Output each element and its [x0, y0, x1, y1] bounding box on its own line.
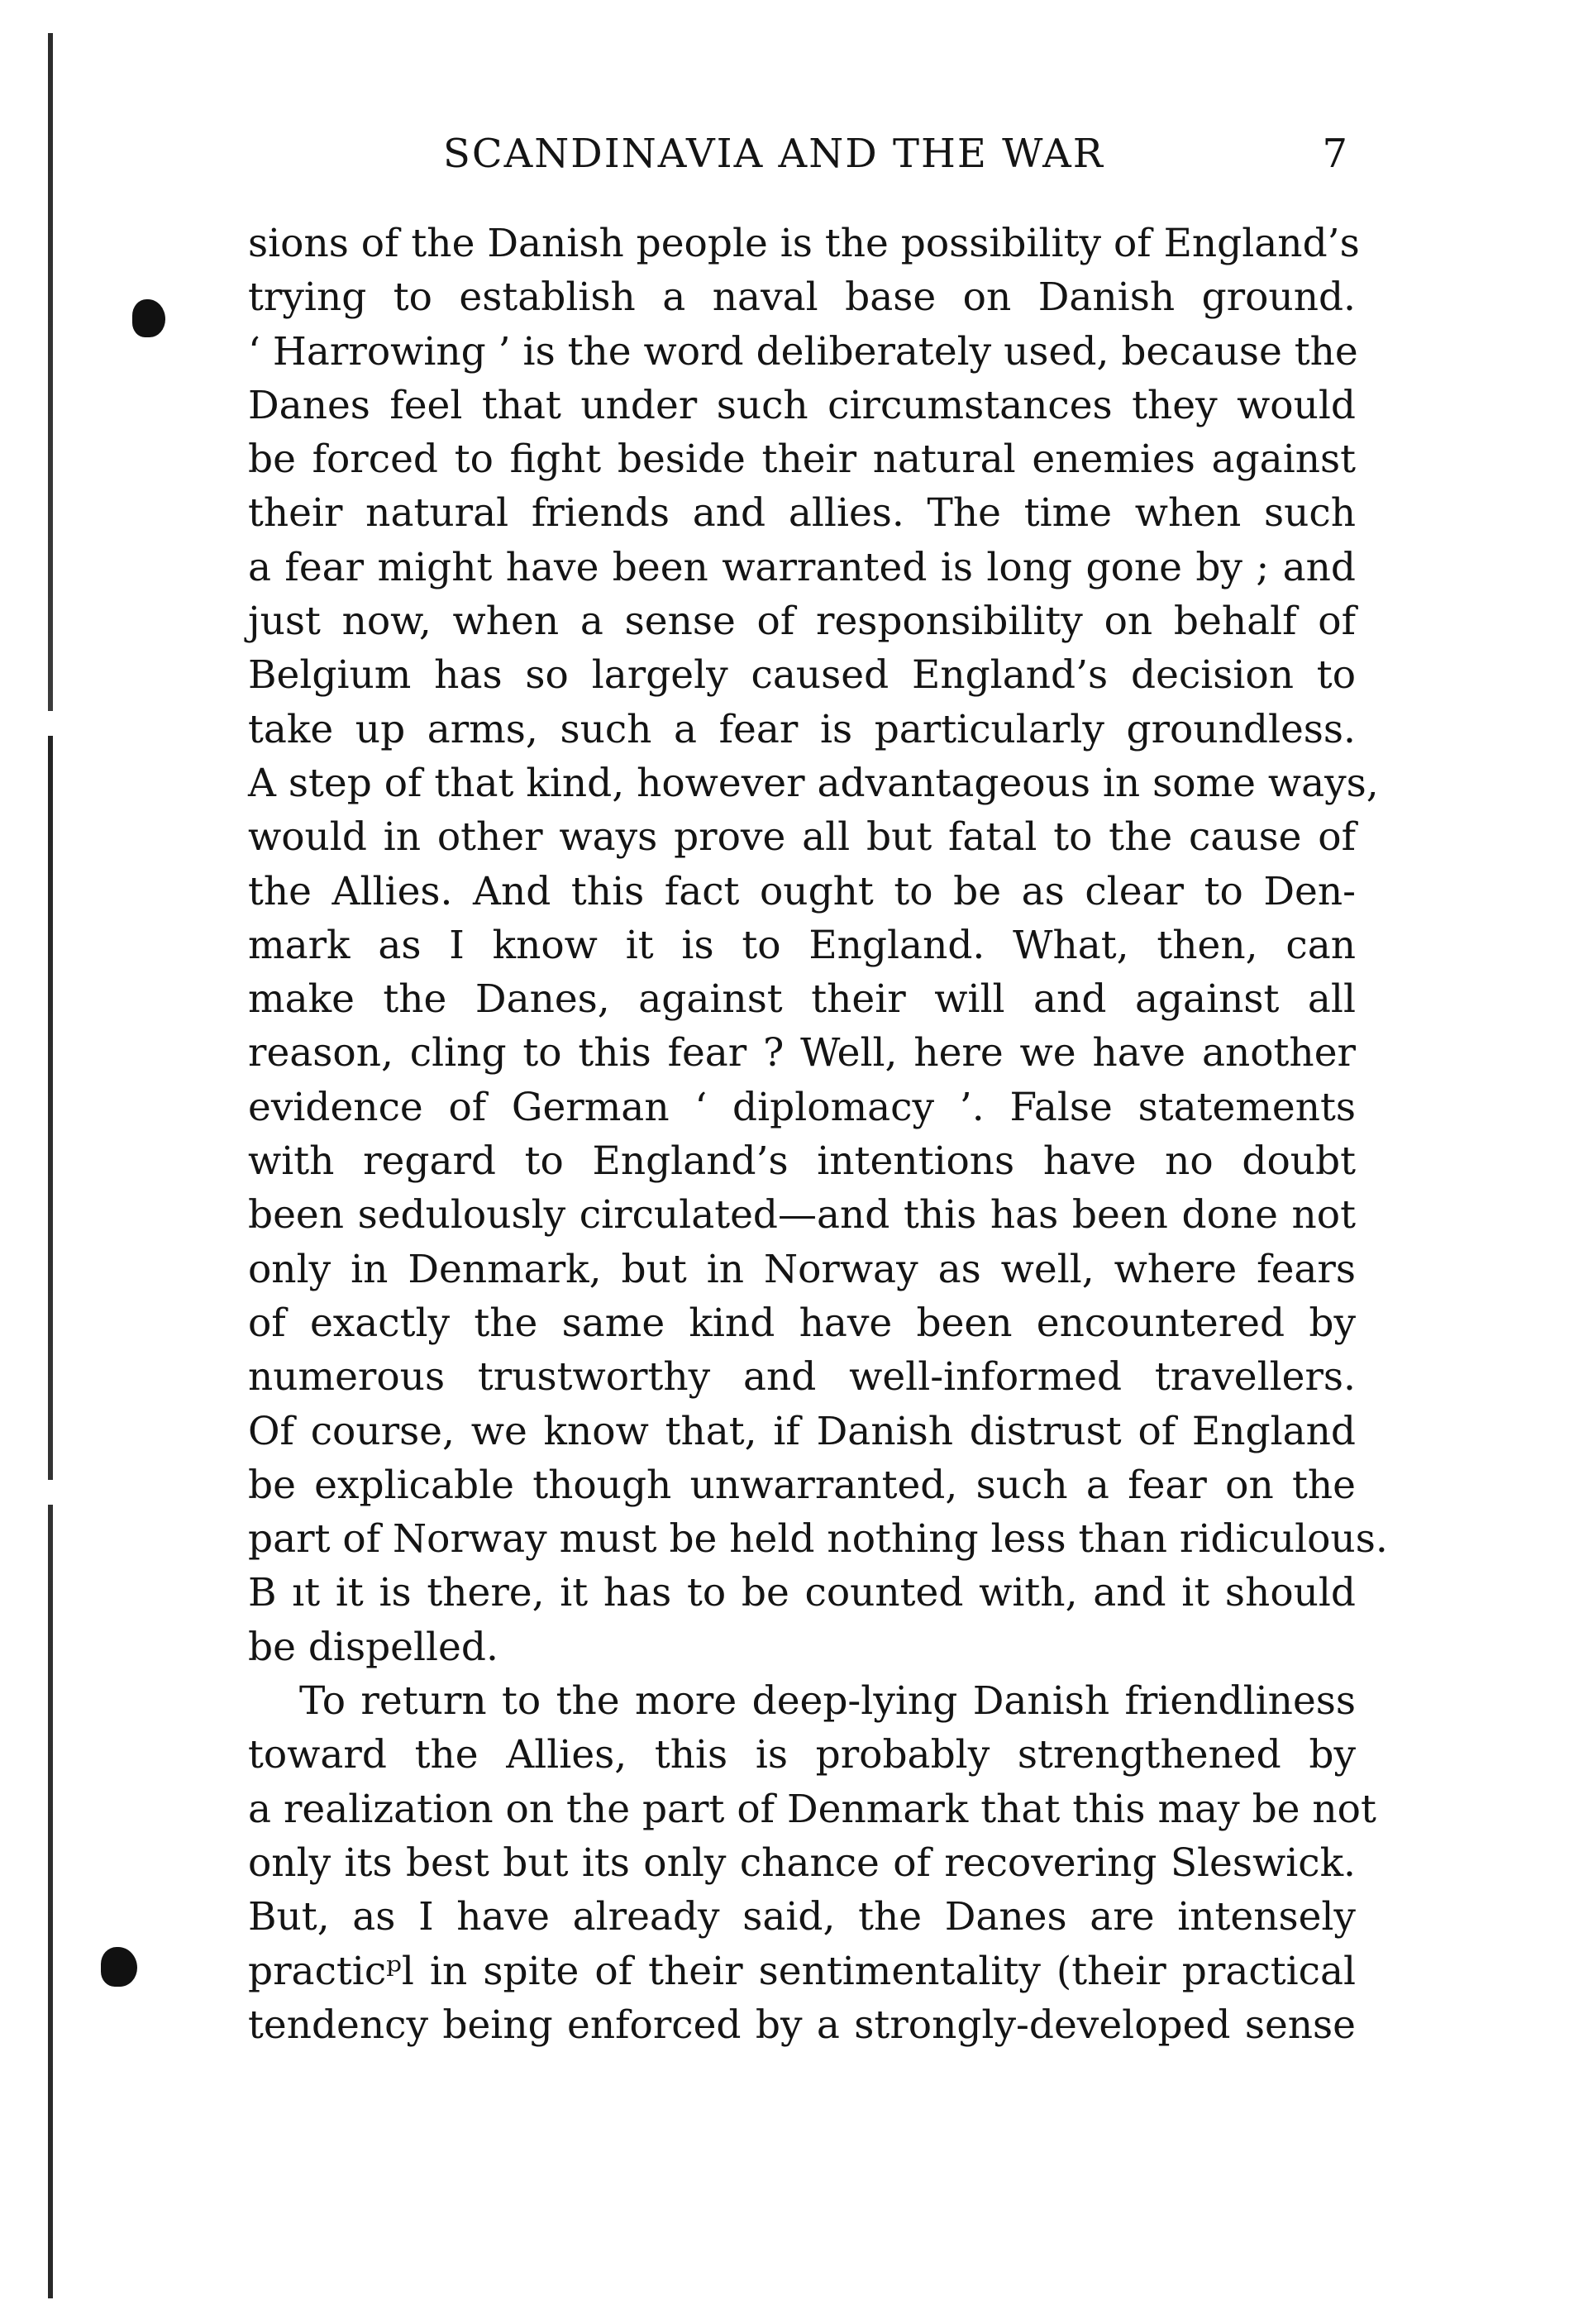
text-line: tendency being enforced by a strongly-developed sense [248, 2002, 1356, 2048]
text-line: only its best but its only chance of recovering Sleswick. [248, 1840, 1356, 1886]
text-line: part of Norway must be held nothing less than ridiculous. [248, 1516, 1388, 1563]
text-line: practicᵖl in spite of their sentimentality (their practical [248, 1948, 1356, 1994]
text-line: just now, when a sense of responsibility on behalf of [248, 599, 1356, 645]
text-line: evidence of German ‘ diplomacy ’. False statements [248, 1084, 1356, 1130]
text-line: numerous trustworthy and well-informed travellers. [248, 1354, 1356, 1401]
text-line: reason, cling to this fear ? Well, here we have another [248, 1030, 1356, 1076]
text-line: with regard to England’s intentions have no doubt [248, 1138, 1356, 1185]
text-line: mark as I know it is to England. What, then, can [248, 922, 1356, 968]
binding-edge [48, 33, 53, 2298]
running-header [248, 131, 1347, 188]
text-line: be explicable though unwarranted, such a fear on the [248, 1462, 1356, 1508]
body-text [248, 217, 1388, 2052]
text-line: But, as I have already said, the Danes are intensely [248, 1894, 1356, 1940]
ink-blot-mark [132, 299, 165, 337]
text-line: trying to establish a naval base on Danish ground. [248, 274, 1356, 321]
text-line: Danes feel that under such circumstances they would [248, 382, 1356, 428]
text-line: the Allies. And this fact ought to be as clear to Den- [248, 868, 1356, 914]
text-line: Belgium has so largely caused England’s decision to [248, 652, 1356, 699]
text-line: a fear might have been warranted is long gone by ; and [248, 544, 1356, 590]
ink-blot-mark [101, 1947, 137, 1987]
text-line: of exactly the same kind have been encountered by [248, 1300, 1356, 1346]
text-line: make the Danes, against their will and against all [248, 976, 1356, 1023]
text-line: be dispelled. [248, 1624, 498, 1670]
text-line: been sedulously circulated—and this has been done not [248, 1192, 1356, 1238]
text-line: ‘ Harrowing ’ is the word deliberately used, because the [248, 328, 1358, 375]
text-line: would in other ways prove all but fatal to the cause of [248, 814, 1356, 861]
text-line: only in Denmark, but in Norway as well, where fears [248, 1246, 1356, 1292]
running-title: SCANDINAVIA AND THE WAR [443, 131, 1104, 177]
text-line: Of course, we know that, if Danish distrust of England [248, 1408, 1356, 1454]
text-line: To return to the more deep-lying Danish friendliness [299, 1678, 1356, 1725]
text-line: take up arms, such a fear is particularly groundless. [248, 706, 1356, 752]
text-line: sions of the Danish people is the possibility of England’s [248, 221, 1360, 266]
text-line: their natural friends and allies. The time when such [248, 490, 1356, 537]
text-line: A step of that kind, however advantageous in some ways, [248, 760, 1379, 806]
text-line: toward the Allies, this is probably strengthened by [248, 1732, 1356, 1778]
text-line: be forced to fight beside their natural enemies against [248, 437, 1356, 483]
text-line: B ıt it is there, it has to be counted with, and it should [248, 1570, 1356, 1616]
text-line: a realization on the part of Denmark that this may be not [248, 1786, 1376, 1832]
page-number: 7 [1322, 131, 1347, 177]
